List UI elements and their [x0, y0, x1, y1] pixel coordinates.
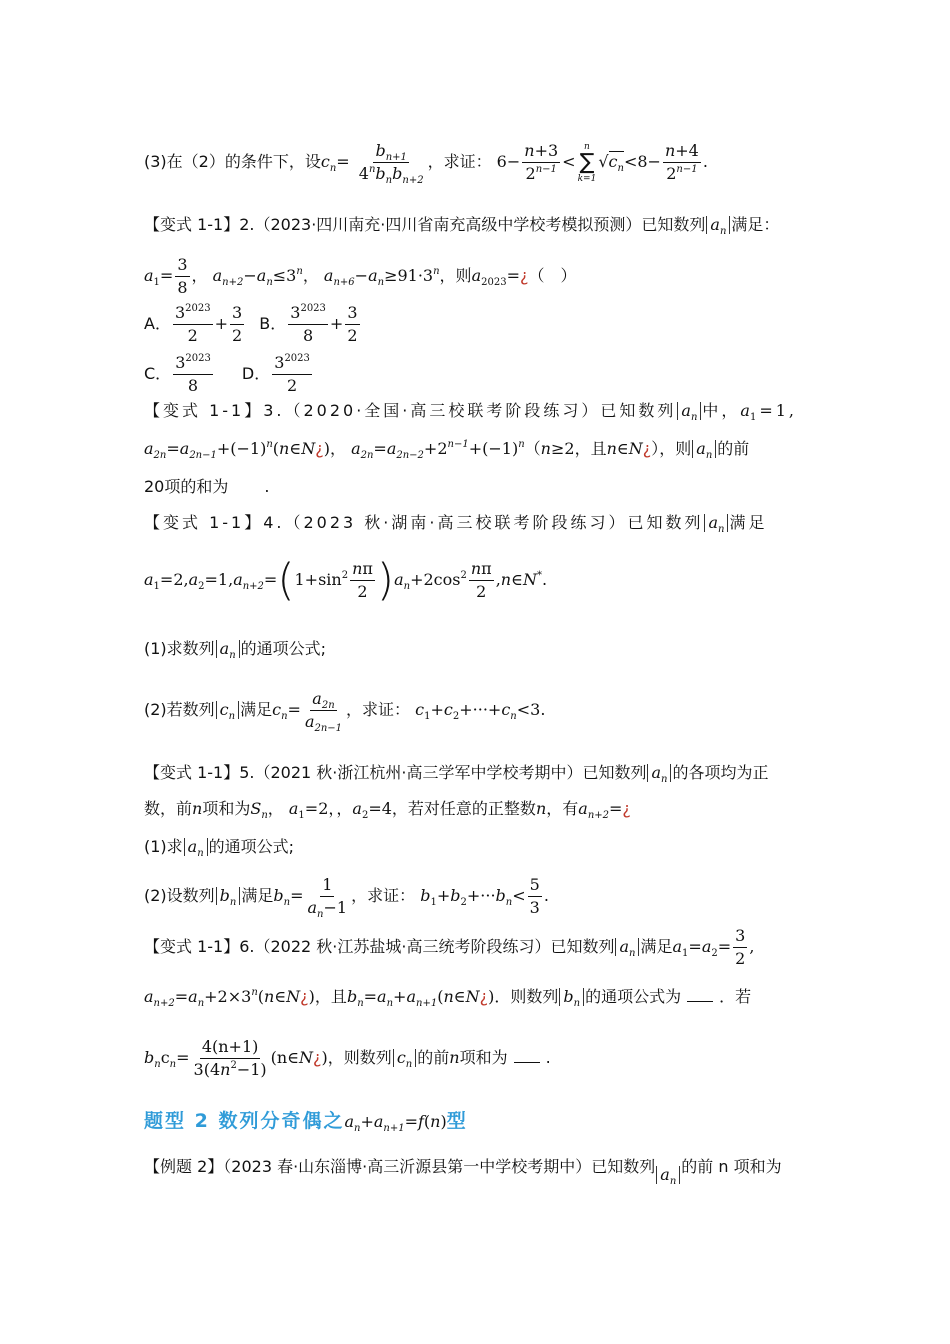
variant-2-header: 【变式 1-1】2.（2023·四川南充·四川省南充高级中学校考模拟预测）已知数列 $a_n$ 满足： [144, 215, 780, 237]
variant-5-line2: 数，前n项和为$S_n$， $a_1=2$，，$a_2=4$，若对任意的正整数n，有$a_{n+2}=¿$ [144, 799, 631, 821]
section-heading: 题型 2 数列分奇偶之$a_n+a_{n+1}=f(n)$型 [144, 1110, 468, 1134]
option-b[interactable]: B． [259, 314, 287, 333]
variant-2-options-ab: A． $\frac{3^{2023}}{2}$ + $\frac{3}{2}$ B． $\frac{3^{2023}}{8}$ + $\frac{3}{2}$ [144, 303, 358, 345]
fraction-cn: $\frac{b_{n+1}}{4^nb_nb_{n+2}}$ [358, 141, 424, 186]
variant-5-q1: (1)求 $a_n$ 的通项公式; [144, 837, 295, 859]
option-d[interactable]: D． [241, 364, 271, 383]
variant-4-header: 【变式 1-1】4.（2023 秋·湖南·高三校联考阶段练习）已知数列 $a_n$ 满足 [144, 513, 768, 535]
variant-4-q2: (2)若数列 $c_n$ 满足$c_n=$ $\frac{a_{2n}}{a_{2n-1}}$ ，求证： $c_1+c_2+\cdot\cdot\cdot+c_n<3$. [144, 689, 546, 734]
variant-2-options-cd: C． $\frac{3^{2023}}{8}$ D． $\frac{3^{2023}}{2}$ [144, 353, 310, 395]
variant-3-question: 20项的和为 . [144, 477, 270, 496]
problem-3-line: (3)在（2）的条件下，设$c_n=$ $\frac{b_{n+1}}{4^nb_nb_{n+2}}$ ，求证： 6− $\frac{n+3}{2^{n-1}}$ < n ∑ k=1 $√c_n<8-$ $\frac{n+4}{2^{n-1}}$ . [144, 141, 708, 186]
variant-3-header: 【变式 1-1】3.（2020·全国·高三校联考阶段练习）已知数列 $a_n$ 中，$a_1=1$, [144, 401, 798, 423]
variant-4-recurrence: $a_1=2,a_2=1,a_{n+2}=(1+\sin^2$ $\frac{n\pi}{2}$ )$a_n+2\cos^2$ $\frac{n\pi}{2}$ ,n∈N*. [144, 554, 548, 606]
option-a[interactable]: A． [144, 314, 171, 333]
variant-3-conditions: $a_{2n}=a_{2n-1}+(-1)^n(n\in N¿)$， $a_{2n}=a_{2n-2}+2^{n-1}+(-1)^n(n\ge 2$，且n∈N¿），则 $a_n$ 的前 [144, 439, 750, 461]
variant-4-q1: (1)求数列 $a_n$ 的通项公式; [144, 639, 327, 661]
example-2-header: 【例题 2】（2023 春·山东淄博·高三沂源县第一中学校考期中）已知数列 $a_n$的前 n 项和为 [144, 1157, 782, 1187]
variant-5-q2: (2)设数列 $b_n$ 满足$b_n=$ $\frac{1}{a_n-1}$ ，求证： $b_1+b_2+\cdot\cdot\cdot b_n<$ $\frac{5}{3}$ . [144, 875, 549, 920]
answer-blank-1[interactable] [687, 987, 713, 1002]
answer-blank[interactable] [234, 478, 258, 492]
variant-6-line3: $b_nc_n=$ $\frac{4(n+1)}{3(4n^2-1)}$ (n∈N¿)，则数列 $c_n$ 的前n项和为 . [144, 1037, 551, 1079]
option-c[interactable]: C． [144, 364, 172, 383]
answer-blank-2[interactable] [514, 1048, 540, 1063]
variant-2-conditions: $a_1=$ $\frac{3}{8}$ ， $a_{n+2}-a_n\le 3^n$， $a_{n+6}-a_n\ge 91\cdot 3^n$，则$a_{2023}=¿$（ ） [144, 255, 577, 297]
variant-5-header: 【变式 1-1】5.（2021 秋·浙江杭州·高三学军中学校考期中）已知数列 $a_n$ 的各项均为正 [144, 763, 769, 785]
variant-6-header: 【变式 1-1】6.（2022 秋·江苏盐城·高三统考阶段练习）已知数列 $a_n$ 满足$a_1=a_2=$ $\frac{3}{2}$ , [144, 926, 755, 968]
variant-6-line2: $a_{n+2}=a_n+2\times 3^n(n\in N¿)$，且$b_n=a_n+a_{n+1}(n\in N¿)$．则数列 $b_n$ 的通项公式为 ．若 [144, 987, 752, 1009]
sigma-symbol: n ∑ k=1 [577, 141, 597, 184]
